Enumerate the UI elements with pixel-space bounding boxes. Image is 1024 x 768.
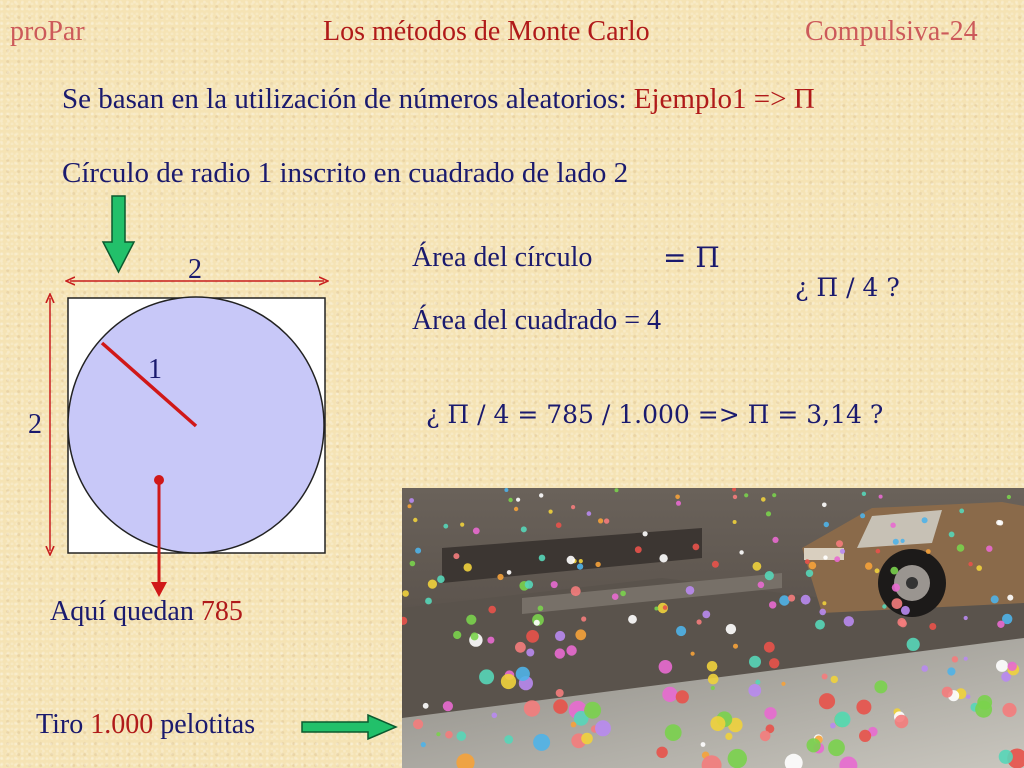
red-arrowhead-icon [151, 582, 167, 597]
throw-line [36, 711, 255, 739]
green-right-arrow-icon [300, 712, 400, 742]
intro-text: Se basan en la utilización de números aleatorios: [62, 83, 627, 115]
slide-title: Los métodos de Monte Carlo [323, 16, 650, 47]
throw-count: 1.000 [90, 709, 154, 740]
area-circle-value: = Π [663, 241, 720, 274]
area-square-label: Área del cuadrado = 4 [412, 305, 662, 336]
top-dimension-label: 2 [188, 254, 202, 285]
intro-example: Ejemplo1 => Π [633, 83, 815, 115]
remaining-count-line [50, 598, 243, 626]
remaining-count: 785 [200, 596, 243, 627]
throw-suffix: pelotitas [160, 709, 256, 740]
header-right: Compulsiva-24 [805, 16, 978, 47]
side-dimension-label: 2 [28, 409, 42, 440]
area-circle-label: Área del círculo [412, 242, 593, 273]
bouncing-balls-photo [402, 488, 1024, 768]
bouncing-balls-street-photo-icon [402, 488, 1024, 768]
circle-in-square-diagram [0, 0, 400, 620]
throw-prefix: Tiro [36, 709, 84, 740]
circle-description: Círculo de radio 1 inscrito en cuadrado de lado 2 [62, 157, 629, 189]
green-down-arrow-icon [103, 196, 134, 272]
ratio-question: ¿ Π / 4 ? [795, 273, 900, 302]
pi-estimate: ¿ Π / 4 = 785 / 1.000 => Π = 3,14 ? [426, 400, 884, 429]
remaining-prefix: Aquí quedan [50, 596, 194, 627]
header-left: proPar [10, 16, 85, 47]
radius-label: 1 [148, 354, 162, 385]
